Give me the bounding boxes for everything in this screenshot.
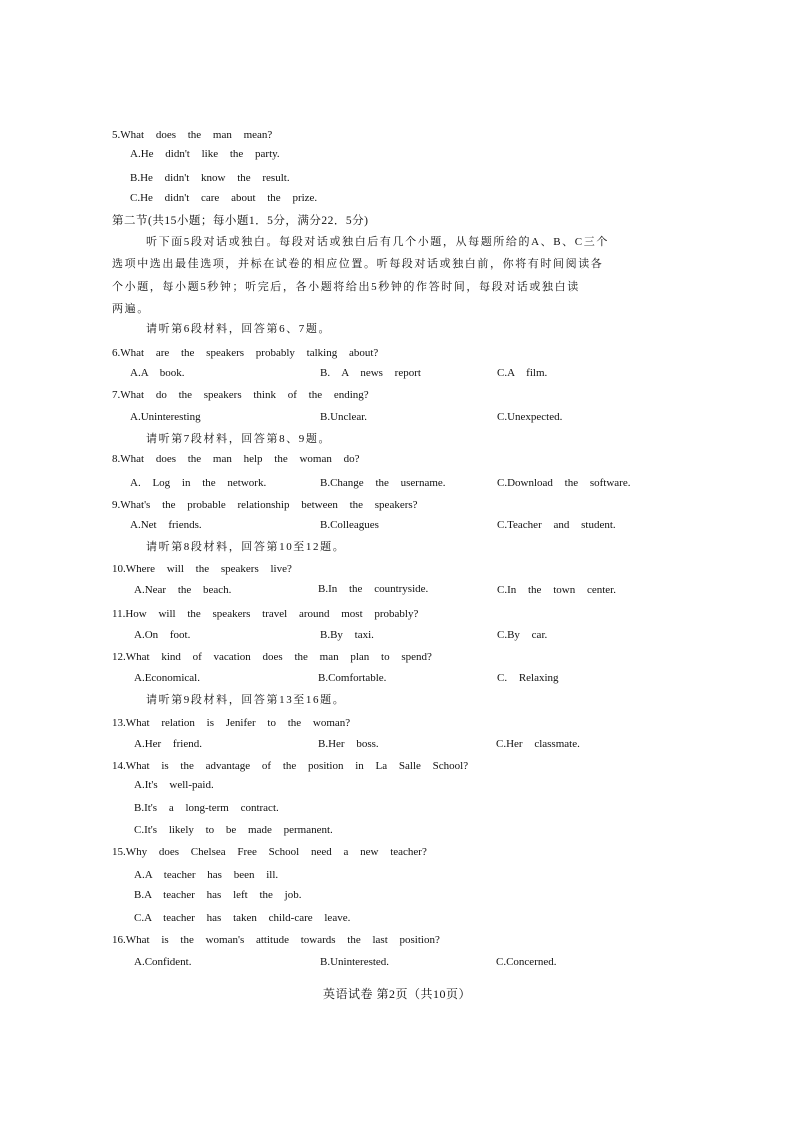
question-7-option-c: C.Unexpected. — [497, 411, 563, 423]
question-6-option-b: B. A news report — [320, 367, 421, 379]
question-14-option-a: A.It's well-paid. — [134, 779, 214, 791]
question-14-option-c: C.It's likely to be made permanent. — [134, 824, 333, 836]
question-13-stem: 13.What relation is Jenifer to the woman? — [112, 717, 351, 729]
question-16-option-b: B.Uninterested. — [320, 956, 390, 968]
group-intro-6-7: 请听第6段材料，回答第6、7题。 — [146, 323, 332, 335]
question-7-stem: 7.What do the speakers think of the ending? — [112, 389, 369, 401]
group-intro-8-9: 请听第7段材料，回答第8、9题。 — [146, 433, 332, 445]
question-8-option-a: A. Log in the network. — [130, 477, 267, 489]
section-2-instructions-line-2: 选项中选出最佳选项，并标在试卷的相应位置。听每段对话或独白前，你将有时间阅读各 — [112, 258, 604, 270]
question-6-option-a: A.A book. — [130, 367, 185, 379]
question-5-option-b: B.He didn't know the result. — [130, 172, 290, 184]
question-8-option-c: C.Download the software. — [497, 477, 631, 489]
question-11-stem: 11.How will the speakers travel around most probably? — [112, 608, 419, 620]
question-15-option-c: C.A teacher has taken child-care leave. — [134, 912, 351, 924]
question-12-option-c: C. Relaxing — [497, 672, 559, 684]
question-5-option-a: A.He didn't like the party. — [130, 148, 280, 160]
question-9-stem: 9.What's the probable relationship between the speakers? — [112, 499, 418, 511]
question-9-option-c: C.Teacher and student. — [497, 519, 616, 531]
question-8-option-b: B.Change the username. — [320, 477, 446, 489]
question-16-stem: 16.What is the woman's attitude towards the last position? — [112, 934, 440, 946]
question-15-stem: 15.Why does Chelsea Free School need a new teacher? — [112, 846, 427, 858]
section-2-instructions-line-1: 听下面5段对话或独白。每段对话或独白后有几个小题，从每题所给的A、B、C三个 — [146, 236, 609, 248]
section-2-instructions-line-3: 个小题，每小题5秒钟；听完后，各小题将给出5秒钟的作答时间，每段对话或独白读 — [112, 281, 580, 293]
page-footer: 英语试卷 第2页（共10页） — [322, 987, 471, 1001]
question-13-option-a: A.Her friend. — [134, 738, 202, 750]
question-5-stem: 5.What does the man mean? — [112, 129, 273, 141]
question-10-option-a: A.Near the beach. — [134, 584, 232, 596]
question-11-option-c: C.By car. — [497, 629, 548, 641]
question-12-stem: 12.What kind of vacation does the man plan to spend? — [112, 651, 432, 663]
question-8-stem: 8.What does the man help the woman do? — [112, 453, 360, 465]
question-6-stem: 6.What are the speakers probably talking about? — [112, 347, 379, 359]
section-2-instructions-line-4: 两遍。 — [112, 303, 150, 315]
question-14-option-b: B.It's a long-term contract. — [134, 802, 279, 814]
question-6-option-c: C.A film. — [497, 367, 548, 379]
question-11-option-a: A.On foot. — [134, 629, 191, 641]
question-16-option-c: C.Concerned. — [496, 956, 557, 968]
question-5-option-c: C.He didn't care about the prize. — [130, 192, 318, 204]
group-intro-10-12: 请听第8段材料，回答第10至12题。 — [146, 541, 346, 553]
question-7-option-b: B.Unclear. — [320, 411, 368, 423]
question-10-option-c: C.In the town center. — [497, 584, 616, 596]
question-11-option-b: B.By taxi. — [320, 629, 374, 641]
question-15-option-a: A.A teacher has been ill. — [134, 869, 279, 881]
question-10-stem: 10.Where will the speakers live? — [112, 563, 292, 575]
group-intro-13-16: 请听第9段材料，回答第13至16题。 — [146, 694, 346, 706]
question-16-option-a: A.Confident. — [134, 956, 192, 968]
question-12-option-a: A.Economical. — [134, 672, 200, 684]
question-14-stem: 14.What is the advantage of the position in La Salle School? — [112, 760, 469, 772]
question-13-option-b: B.Her boss. — [318, 738, 379, 750]
question-12-option-b: B.Comfortable. — [318, 672, 387, 684]
section-2-title: 第二节(共15小题；每小题1．5分，满分22．5分) — [112, 215, 369, 227]
question-9-option-a: A.Net friends. — [130, 519, 202, 531]
question-15-option-b: B.A teacher has left the job. — [134, 889, 302, 901]
question-7-option-a: A.Uninteresting — [130, 411, 201, 423]
question-10-option-b: B.In the countryside. — [318, 583, 429, 595]
question-13-option-c: C.Her classmate. — [496, 738, 580, 750]
question-9-option-b: B.Colleagues — [320, 519, 379, 531]
